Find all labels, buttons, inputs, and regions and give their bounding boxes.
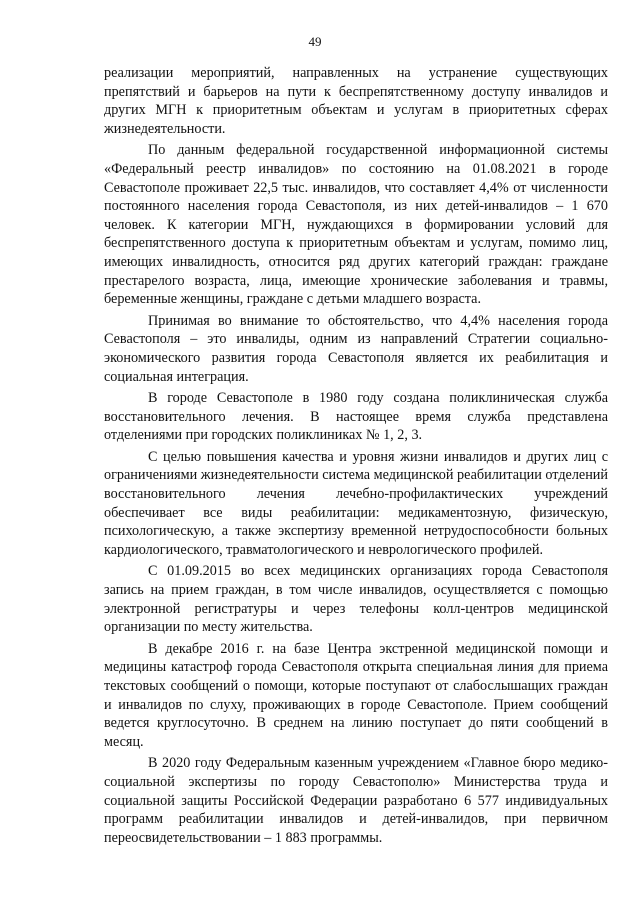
document-body: [104, 64, 608, 847]
paragraph-rehab-service: В городе Севастополе в 1980 году создана поликлиническая служба восстановительного лечения. В настоящее время служба представлена отделениями при городских поликлиниках № 1, 2, 3.: [104, 390, 608, 444]
page-number: 49: [308, 34, 322, 49]
paragraph-continuation: реализации мероприятий, направленных на устранение существующих препятствий и барьеров на пути к беспрепятственному доступу инвалидов и других МГН к приоритетным объектам и услугам в приоритетных сферах жизнедеятельности.: [104, 65, 608, 137]
paragraph-rehab-programs: В 2020 году Федеральным казенным учреждением «Главное бюро медико-социальной экспертизы по городу Севастополю» Министерства труда и социальной защиты Российской Федерации разработано 6 577 индивидуальных программ реабилитации инвалидов и детей-инвалидов, при первичном переосвидетельствовании – 1 883 программы.: [104, 755, 608, 846]
paragraph-emergency-line: В декабре 2016 г. на базе Центра экстренной медицинской помощи и медицины катастроф города Севастополя открыта специальная линия для приема текстовых сообщений о помощи, которые поступают от слабослышащих граждан и инвалидов по слуху, проживающих в городе Севастополе. Прием сообщений ведется круглосуточно. В среднем на линию поступает до пяти сообщений в месяц.: [104, 640, 608, 750]
paragraph-rehab-system: С целью повышения качества и уровня жизни инвалидов и других лиц с ограничениями жизнедеятельности система медицинской реабилитации отделений восстановительного лечения лечебно-профилактических учреждений обеспечивает все виды реабилитации: медикаментозную, физическую, психологическую, а также экспертизу временной нетрудоспособности больных кардиологического, травматологического и неврологического профилей.: [104, 448, 608, 558]
paragraph-disability-registry: По данным федеральной государственной информационной системы «Федеральный реестр инвалидов» по состоянию на 01.08.2021 в городе Севастополе проживает 22,5 тыс. инвалидов, что составляет 4,4% от численности постоянного населения города Севастополя, из них детей-инвалидов – 1 670 человек. К категории МГН, нуждающихся в формировании условий для беспрепятственного доступа к приоритетным объектам и услугам, помимо лиц, имеющих инвалидность, относится ряд других категорий граждан: граждане престарелого возраста, лица, имеющие хронические заболевания и травмы, беременные женщины, граждане с детьми младшего возраста.: [104, 142, 608, 308]
paragraph-appointments: С 01.09.2015 во всех медицинских организациях города Севастополя запись на прием граждан, в том числе инвалидов, осуществляется с помощью электронной регистратуры и через телефоны колл-центров медицинской организации по месту жительства.: [104, 563, 608, 636]
paragraph-strategy: Принимая во внимание то обстоятельство, что 4,4% населения города Севастополя – это инвалиды, одним из направлений Стратегии социально-экономического развития города Севастополя является их реабилитация и социальная интеграция.: [104, 312, 608, 385]
